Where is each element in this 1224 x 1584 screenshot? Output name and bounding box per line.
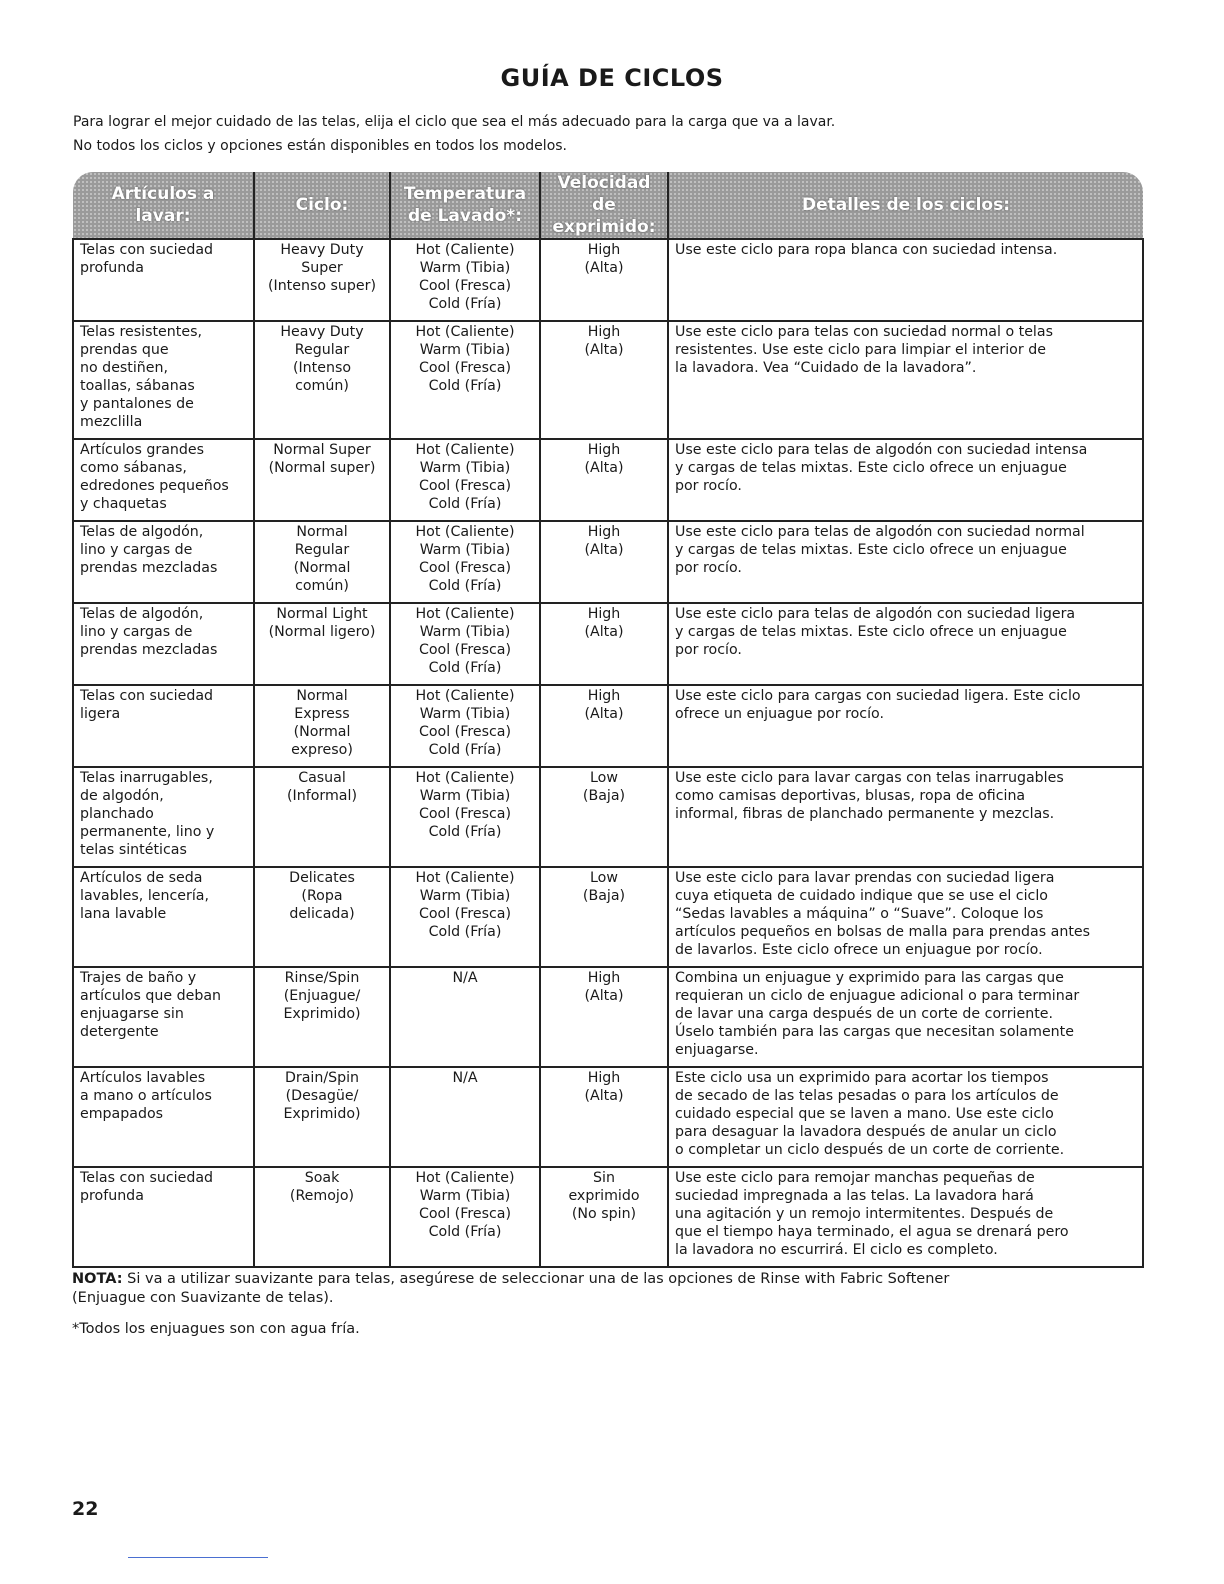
cell-spin-speed: High (Alta)	[540, 685, 668, 767]
cell-spin-speed: High (Alta)	[540, 239, 668, 321]
page-title: GUÍA DE CICLOS	[500, 64, 724, 92]
cell-temperature: Hot (Caliente) Warm (Tibia) Cool (Fresca) Cold (Fría)	[390, 239, 540, 321]
page-number: 22	[72, 1498, 99, 1520]
table-row	[73, 967, 1143, 1067]
cell-items: Telas con suciedad ligera	[73, 685, 254, 767]
intro-line: No todos los ciclos y opciones están disponibles en todos los modelos.	[73, 138, 567, 154]
cell-temperature: Hot (Caliente) Warm (Tibia) Cool (Fresca) Cold (Fría)	[390, 867, 540, 967]
cell-temperature: Hot (Caliente) Warm (Tibia) Cool (Fresca) Cold (Fría)	[390, 1167, 540, 1267]
table-row	[73, 1167, 1143, 1267]
cell-items: Telas de algodón, lino y cargas de prendas mezcladas	[73, 521, 254, 603]
table-row	[73, 439, 1143, 521]
cell-items: Telas con suciedad profunda	[73, 239, 254, 321]
cell-items: Artículos lavables a mano o artículos empapados	[73, 1067, 254, 1167]
header-spin-speed: Velocidad de exprimido:	[540, 172, 668, 239]
cell-cycle: Normal Express (Normal expreso)	[254, 685, 390, 767]
note-label: NOTA:	[72, 1271, 123, 1287]
cell-cycle: Rinse/Spin (Enjuague/ Exprimido)	[254, 967, 390, 1067]
cell-details: Use este ciclo para remojar manchas pequeñas de suciedad impregnada a las telas. La lavadora hará una agitación y un remojo intermitentes. Después de que el tiempo haya terminado, el agua se drenará pero la lavadora no escurrirá. El ciclo es completo.	[668, 1167, 1143, 1267]
cell-spin-speed: High (Alta)	[540, 967, 668, 1067]
notes	[72, 1270, 1152, 1351]
cell-details: Use este ciclo para cargas con suciedad ligera. Este ciclo ofrece un enjuague por rocío.	[668, 685, 1143, 767]
header-cycle-details: Detalles de los ciclos:	[668, 172, 1143, 239]
cell-details: Combina un enjuague y exprimido para las cargas que requieran un ciclo de enjuague adicional o para terminar de lavar una carga después de un corte de corriente. Úselo también para las cargas que necesitan solamente enjuagarse.	[668, 967, 1143, 1067]
cell-details: Use este ciclo para telas de algodón con suciedad ligera y cargas de telas mixtas. Este ciclo ofrece un enjuague por rocío.	[668, 603, 1143, 685]
cell-details: Use este ciclo para ropa blanca con suciedad intensa.	[668, 239, 1143, 321]
footnote: *Todos los enjuagues son con agua fría.	[72, 1321, 360, 1337]
note-paragraph	[72, 1270, 1152, 1308]
cell-spin-speed: High (Alta)	[540, 321, 668, 439]
cell-details: Use este ciclo para lavar prendas con suciedad ligera cuya etiqueta de cuidado indique que se use el ciclo “Sedas lavables a máquina” o “Suave”. Coloque los artículos pequeños en bolsas de malla para prendas antes de lavarlos. Este ciclo ofrece un enjuague por rocío.	[668, 867, 1143, 967]
table-row	[73, 867, 1143, 967]
cell-cycle: Heavy Duty Super (Intenso super)	[254, 239, 390, 321]
intro-text	[73, 110, 1153, 158]
cell-spin-speed: High (Alta)	[540, 1067, 668, 1167]
cell-temperature: N/A	[390, 967, 540, 1067]
cell-items: Telas de algodón, lino y cargas de prendas mezcladas	[73, 603, 254, 685]
cell-temperature: Hot (Caliente) Warm (Tibia) Cool (Fresca) Cold (Fría)	[390, 321, 540, 439]
cell-cycle: Drain/Spin (Desagüe/ Exprimido)	[254, 1067, 390, 1167]
cell-items: Telas inarrugables, de algodón, planchado permanente, lino y telas sintéticas	[73, 767, 254, 867]
header-temperature: Temperatura de Lavado*:	[390, 172, 540, 239]
cell-details: Use este ciclo para lavar cargas con telas inarrugables como camisas deportivas, blusas, ropa de oficina informal, fibras de planchado permanente y mezclas.	[668, 767, 1143, 867]
cell-spin-speed: Sin exprimido (No spin)	[540, 1167, 668, 1267]
cell-details: Use este ciclo para telas de algodón con suciedad intensa y cargas de telas mixtas. Este ciclo ofrece un enjuague por rocío.	[668, 439, 1143, 521]
cell-temperature: Hot (Caliente) Warm (Tibia) Cool (Fresca) Cold (Fría)	[390, 603, 540, 685]
header-cycle: Ciclo:	[254, 172, 390, 239]
cell-cycle: Soak (Remojo)	[254, 1167, 390, 1267]
cell-spin-speed: High (Alta)	[540, 521, 668, 603]
cell-cycle: Normal Light (Normal ligero)	[254, 603, 390, 685]
cell-spin-speed: High (Alta)	[540, 439, 668, 521]
header-items: Artículos a lavar:	[73, 172, 254, 239]
cycle-guide-table	[72, 172, 1144, 1268]
cell-details: Use este ciclo para telas de algodón con suciedad normal y cargas de telas mixtas. Este ciclo ofrece un enjuague por rocío.	[668, 521, 1143, 603]
note-text: Si va a utilizar suavizante para telas, asegúrese de seleccionar una de las opciones de Rinse with Fabric Softener (Enjuague con Suavizante de telas).	[72, 1271, 950, 1306]
cell-details: Use este ciclo para telas con suciedad normal o telas resistentes. Use este ciclo para limpiar el interior de la lavadora. Vea “Cuidado de la lavadora”.	[668, 321, 1143, 439]
cell-temperature: Hot (Caliente) Warm (Tibia) Cool (Fresca) Cold (Fría)	[390, 521, 540, 603]
bottom-divider	[128, 1557, 268, 1558]
table-header-row	[73, 172, 1143, 239]
cell-cycle: Casual (Informal)	[254, 767, 390, 867]
table-row	[73, 767, 1143, 867]
cell-cycle: Delicates (Ropa delicada)	[254, 867, 390, 967]
table-row	[73, 603, 1143, 685]
cell-items: Artículos de seda lavables, lencería, lana lavable	[73, 867, 254, 967]
cell-items: Trajes de baño y artículos que deban enjuagarse sin detergente	[73, 967, 254, 1067]
cell-cycle: Heavy Duty Regular (Intenso común)	[254, 321, 390, 439]
cell-spin-speed: Low (Baja)	[540, 867, 668, 967]
cell-items: Artículos grandes como sábanas, edredones pequeños y chaquetas	[73, 439, 254, 521]
intro-line: Para lograr el mejor cuidado de las telas, elija el ciclo que sea el más adecuado para la carga que va a lavar.	[73, 114, 836, 130]
cell-cycle: Normal Super (Normal super)	[254, 439, 390, 521]
cell-items: Telas resistentes, prendas que no destiñen, toallas, sábanas y pantalones de mezclilla	[73, 321, 254, 439]
cell-spin-speed: High (Alta)	[540, 603, 668, 685]
cell-temperature: Hot (Caliente) Warm (Tibia) Cool (Fresca) Cold (Fría)	[390, 685, 540, 767]
table-row	[73, 1067, 1143, 1167]
cell-spin-speed: Low (Baja)	[540, 767, 668, 867]
cell-items: Telas con suciedad profunda	[73, 1167, 254, 1267]
table-row	[73, 521, 1143, 603]
table-row	[73, 239, 1143, 321]
table-row	[73, 685, 1143, 767]
cell-cycle: Normal Regular (Normal común)	[254, 521, 390, 603]
table-row	[73, 321, 1143, 439]
cell-temperature: N/A	[390, 1067, 540, 1167]
cell-temperature: Hot (Caliente) Warm (Tibia) Cool (Fresca) Cold (Fría)	[390, 767, 540, 867]
cell-temperature: Hot (Caliente) Warm (Tibia) Cool (Fresca) Cold (Fría)	[390, 439, 540, 521]
cell-details: Este ciclo usa un exprimido para acortar los tiempos de secado de las telas pesadas o para los artículos de cuidado especial que se laven a mano. Use este ciclo para desaguar la lavadora después de anular un ciclo o completar un ciclo después de un corte de corriente.	[668, 1067, 1143, 1167]
